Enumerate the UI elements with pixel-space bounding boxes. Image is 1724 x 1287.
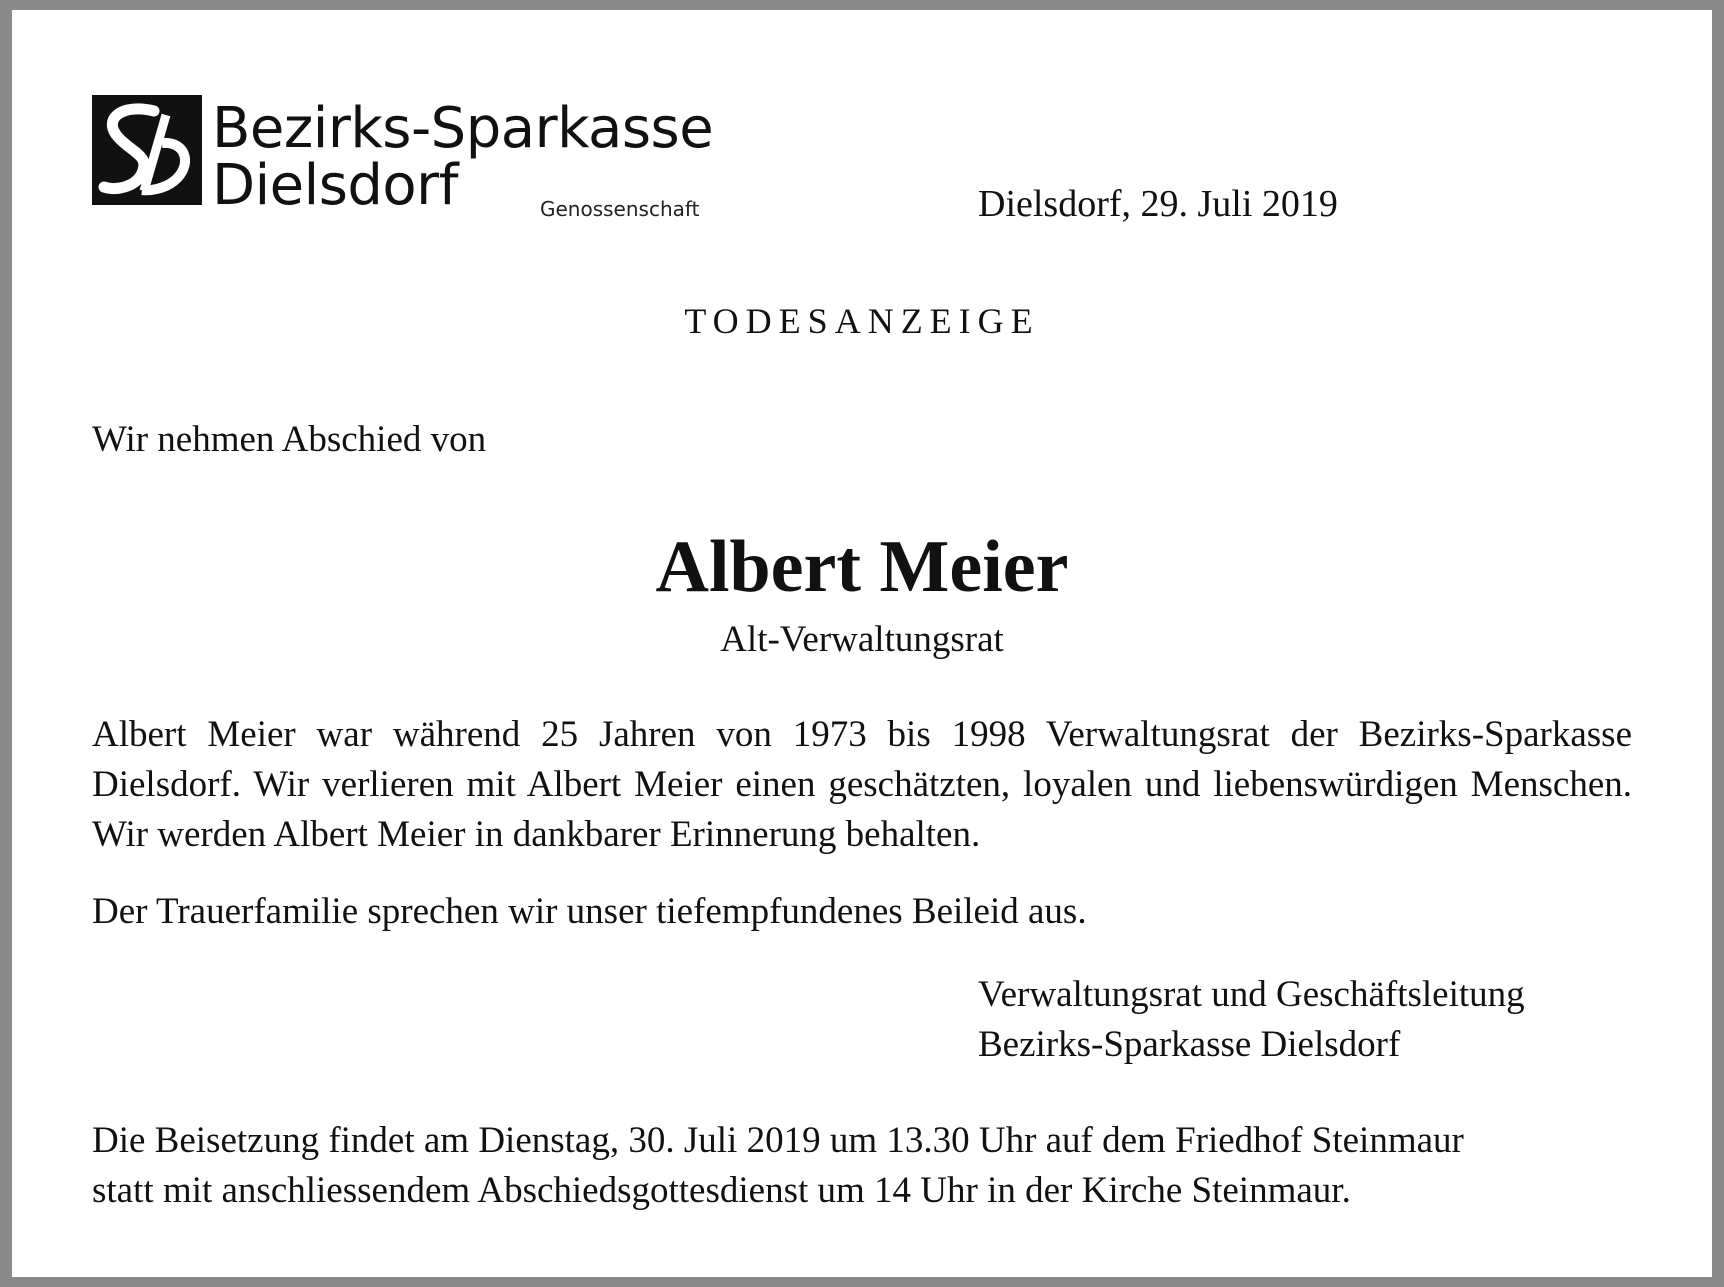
bank-logo [92,95,772,225]
signature-block [978,970,1525,1070]
logo-name-line2: Dielsdorf [212,153,458,218]
document-date: Dielsdorf, 29. Juli 2019 [978,183,1338,225]
document-heading: TODESANZEIGE [684,301,1040,341]
funeral-info-line2: statt mit anschliessendem Abschiedsgottesdienst um 14 Uhr in der Kirche Steinmaur. [92,1170,1351,1211]
logo-name-line1: Bezirks-Sparkasse [212,96,714,161]
logo-subtitle: Genossenschaft [540,197,700,221]
tribute-paragraph: Albert Meier war während 25 Jahren von 1973 bis 1998 Verwaltungsrat der Bezirks-Sparkasse Dielsdorf. Wir verlieren mit Albert Meier einen geschätzten, loyalen und liebenswürdigen Menschen. Wir werden Albert Meier in dankbarer Erinnerung behalten. [92,714,1632,855]
signature-line1: Verwaltungsrat und Geschäftsleitung [978,974,1525,1015]
funeral-info [92,1116,1632,1216]
deceased-role: Alt-Verwaltungsrat [720,619,1004,660]
signature-line2: Bezirks-Sparkasse Dielsdorf [978,1024,1401,1065]
bank-logo-mark-icon [92,95,202,205]
deceased-name: Albert Meier [655,526,1069,608]
intro-text: Wir nehmen Abschied von [92,419,487,460]
document-page [12,10,1712,1277]
condolence-paragraph: Der Trauerfamilie sprechen wir unser tiefempfundenes Beileid aus. [92,891,1087,932]
funeral-info-line1: Die Beisetzung findet am Dienstag, 30. Juli 2019 um 13.30 Uhr auf dem Friedhof Steinmaur [92,1120,1464,1161]
